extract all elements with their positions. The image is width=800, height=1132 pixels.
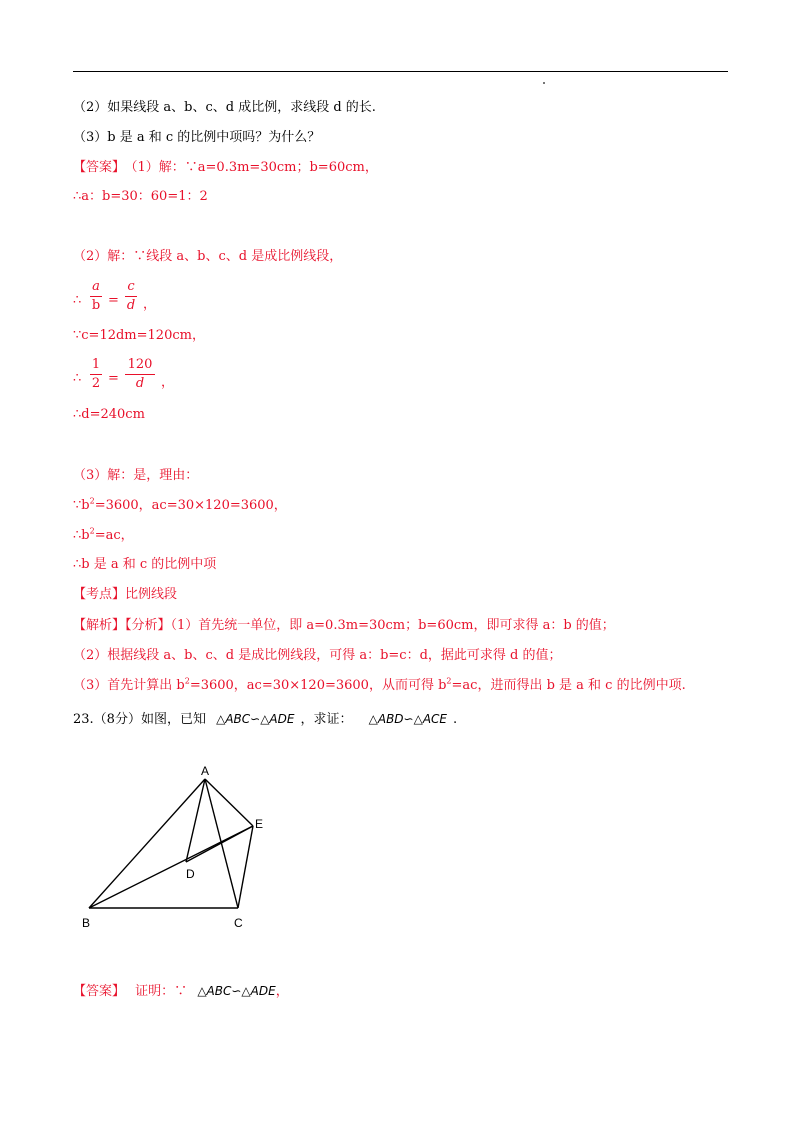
answer-23-line: 【答案】 证明：∵ △ABC∽△ADE， [73,984,289,999]
header-rule [73,71,728,72]
answer-c-line: ∵c=12dm=120cm， [73,328,205,343]
answer-conclusion: ∴b 是 a 和 c 的比例中项 [73,557,217,572]
label-b: B [82,916,91,930]
given-similarity: △ABC∽△ADE [216,712,295,726]
prove-similarity: △ABD∽△ACE [368,712,447,726]
comma: ， [161,375,175,390]
label-e: E [255,817,264,831]
fraction-c-over-d: c d [126,279,136,313]
fraction-equation-1 [73,278,193,326]
segment-ab [89,779,205,908]
key-point-line [73,586,177,604]
question-23-text: 23.（8分）如图，已知 [73,712,206,727]
answer-d-line: ∴d=240cm [73,407,145,422]
fraction-1-over-2: 1 2 [91,357,101,391]
segment-ce [238,826,253,908]
fraction-120-over-d: 120 d [125,356,155,393]
segment-be [89,826,253,908]
question-part-2: （2）如果线段 a、b、c、d 成比例，求线段 d 的长. [73,100,376,115]
fraction-a-over-b: a b [91,279,101,313]
key-point-text: 比例线段 [125,587,178,602]
analysis-line-1: 【解析】【分析】（1）首先统一单位，即 a=0.3m=30cm；b=60cm，即可求得 a：b 的值； [73,618,615,633]
answer-23-similarity: △ABC∽△ADE [197,984,276,998]
equals-sign: = [108,293,119,308]
answer-b-squared-line: $\because b^2=3600$，ac=30×120=3600， [73,496,287,513]
fraction-equation-2 [73,356,213,404]
answer-23-tag: 【答案】 [73,984,126,999]
answer-part-2-intro: （2）解：∵线段 a、b、c、d 是成比例线段， [73,249,343,264]
answer-23-text: 证明：∵ [135,984,188,999]
answer-part-3-intro: （3）解：是，理由： [73,468,199,483]
answer-b-squared-eq-ac: $\therefore b^2=ac$， [73,526,134,543]
question-23: 23.（8分）如图，已知 △ABC∽△ADE ，求证： △ABD∽△ACE . [73,712,458,727]
scan-dot [543,82,545,84]
question-part-3: （3）b 是 a 和 c 的比例中项吗？为什么？ [73,130,321,145]
key-point-tag: 【考点】 [73,587,126,602]
label-d: D [186,867,195,881]
segment-ae [205,779,253,826]
geometry-figure [78,758,298,938]
answer-ratio-line: ∴a：b=30：60=1：2 [73,189,208,204]
analysis-line-3: （3）首先计算出 $b^2=3600$，ac=30×120=3600，从而可得 $b^2=ac$，进而得出 b 是 a 和 c 的比例中项. [73,676,686,693]
answer-line-1 [73,159,378,177]
comma: ， [143,297,157,312]
label-a: A [201,764,210,778]
therefore-symbol: ∴ [73,293,82,308]
answer-part-1: （1）解：∵a=0.3m=30cm；b=60cm， [131,160,378,175]
segment-ad [186,779,205,862]
therefore-symbol: ∴ [73,371,82,386]
analysis-tag: 【解析】【分析】 [73,618,171,633]
equals-sign: = [108,371,119,386]
answer-tag: 【答案】 [73,160,126,175]
label-c: C [234,916,243,930]
analysis-line-2: （2）根据线段 a、b、c、d 是成比例线段，可得 a：b=c：d，据此可求得 d 的值； [73,648,562,663]
